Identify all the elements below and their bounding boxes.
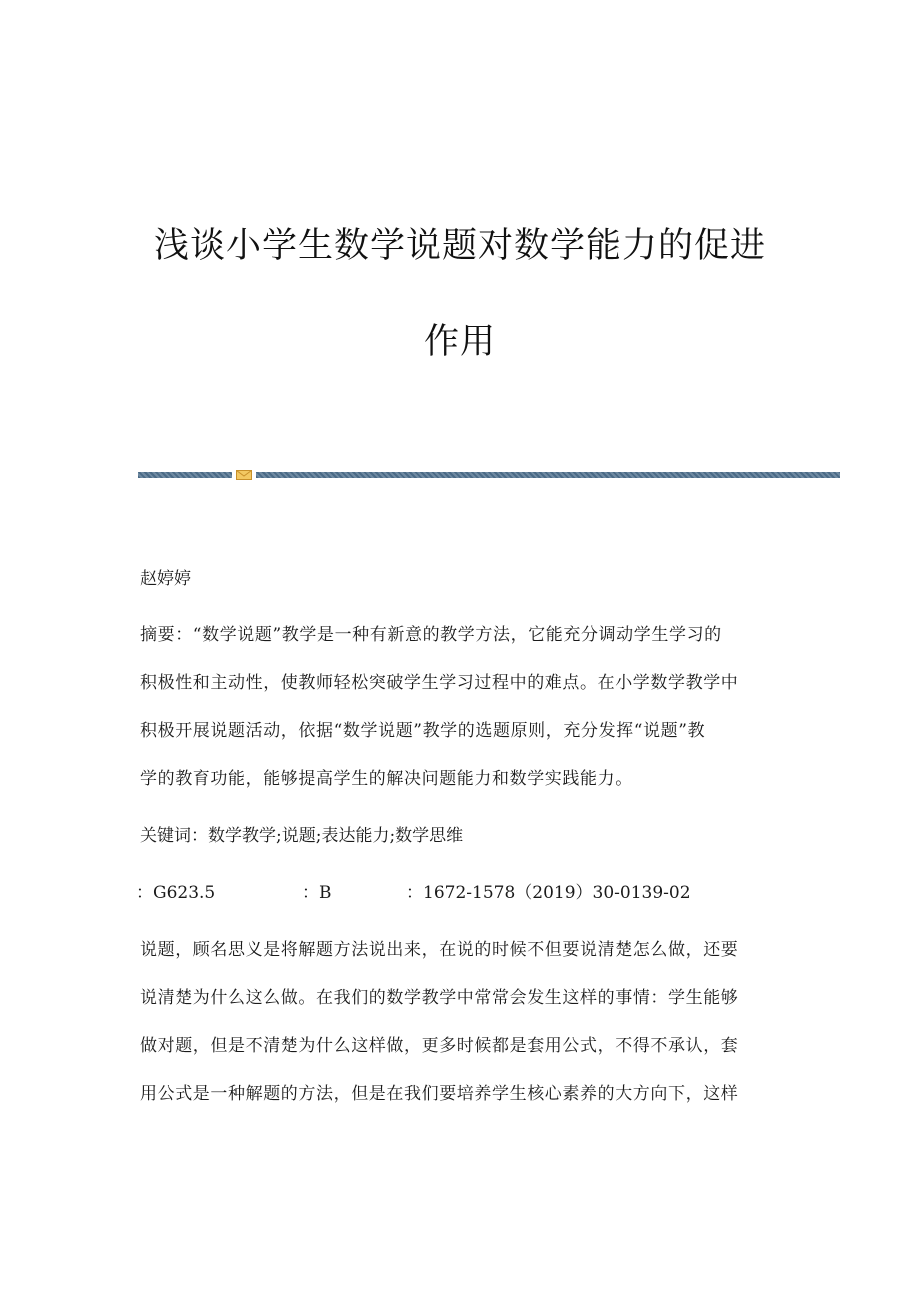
body-paragraph	[140, 926, 780, 1118]
abstract-line: 学的教育功能，能够提高学生的解决问题能力和数学实践能力。	[140, 769, 633, 789]
body-line: 说清楚为什么这么做。在我们的数学教学中常常会发生这样的事情：学生能够	[140, 988, 739, 1008]
abstract-line: 摘要：“数学说题”教学是一种有新意的教学方法，它能充分调动学生学习的	[140, 625, 722, 645]
body-line: 用公式是一种解题的方法，但是在我们要培养学生核心素养的大方向下，这样	[140, 1084, 739, 1104]
document-title-line-2: 作用	[423, 322, 496, 362]
clc-number: ：G623.5	[136, 883, 216, 903]
body-line: 做对题，但是不清楚为什么这样做，更多时候都是套用公式，不得不承认，套	[140, 1036, 739, 1056]
document-code: ：B	[302, 883, 332, 903]
title-divider	[138, 470, 840, 480]
abstract-line: 积极性和主动性，使教师轻松突破学生学习过程中的难点。在小学数学教学中	[140, 673, 739, 693]
keywords: 关键词：数学教学;说题;表达能力;数学思维	[140, 826, 464, 846]
abstract	[140, 611, 780, 803]
author-name: 赵婷婷	[140, 569, 191, 589]
envelope-icon	[236, 470, 252, 480]
divider-bar-left	[138, 472, 232, 478]
document-title-line-1: 浅谈小学生数学说题对数学能力的促进	[153, 226, 766, 266]
article-id: ：1672-1578（2019）30-0139-02	[406, 883, 691, 903]
abstract-line: 积极开展说题活动，依据“数学说题”教学的选题原则，充分发挥“说题”教	[140, 721, 706, 741]
body-line: 说题，顾名思义是将解题方法说出来，在说的时候不但要说清楚怎么做，还要	[140, 940, 739, 960]
divider-bar-right	[256, 472, 840, 478]
